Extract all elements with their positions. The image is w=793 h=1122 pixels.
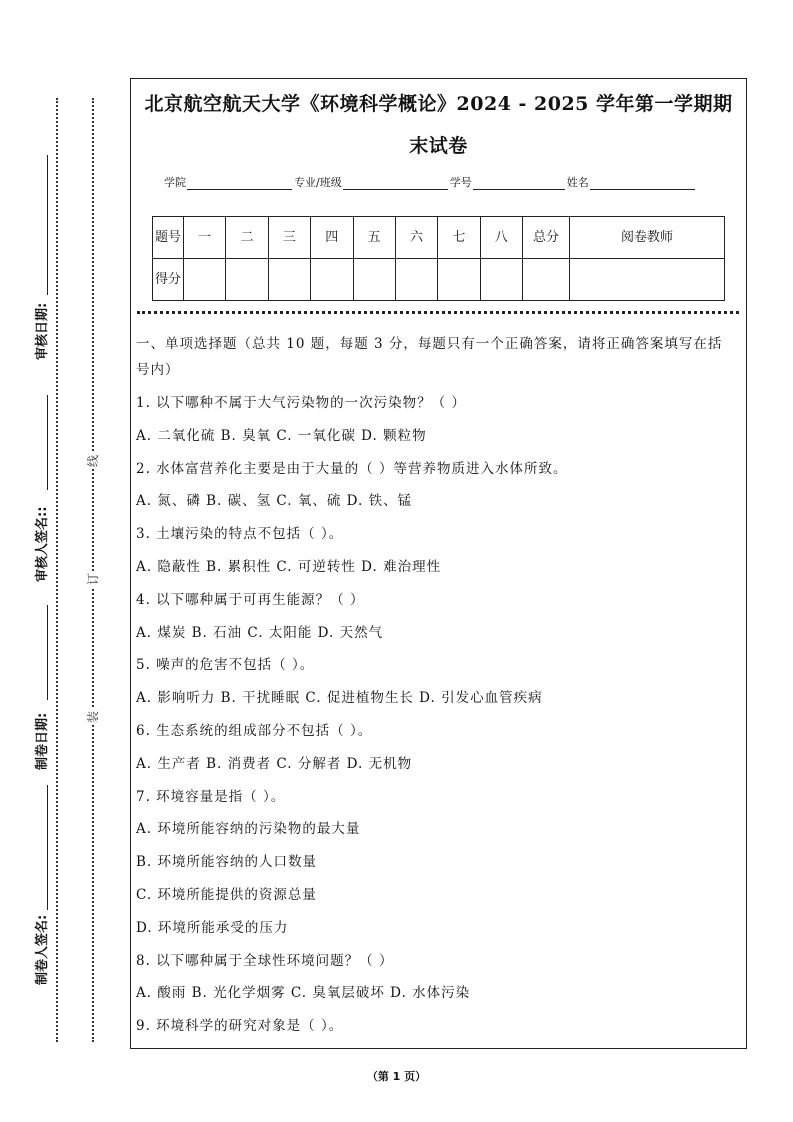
reviewer-signature-label: 审核人签名:: [35,506,50,582]
student-info [164,174,697,190]
question-stem: 6. 生态系统的组成部分不包括（ ）。 [136,722,373,739]
question-stem: 8. 以下哪种属于全球性环境问题？（ ） [136,952,394,969]
header-cell: 总分 [523,217,570,259]
score-row [153,259,725,301]
question-stem: 7. 环境容量是指（ ）。 [136,788,286,805]
header-cell: 阅卷教师 [570,217,725,259]
binding-margin [0,60,130,1060]
question-stem: 5. 噪声的危害不包括（ ）。 [136,657,315,674]
page-number: （第 1 页） [366,1070,427,1083]
question-stem: 1. 以下哪种不属于大气污染物的一次污染物？（ ） [136,395,466,411]
score-cell[interactable] [226,259,268,301]
major-class-label: 专业/班级 [294,176,342,189]
reviewer-signature-line [47,395,48,490]
question-options: A. 隐蔽性 B. 累积性 C. 可逆转性 D. 难治理性 [136,558,442,575]
score-row-label: 得分 [153,259,184,301]
student-id-field[interactable] [473,177,565,190]
question-options: A. 影响听力 B. 干扰睡眠 C. 促进植物生长 D. 引发心血管疾病 [136,690,543,707]
dotted-separator [137,311,739,314]
header-cell: 三 [268,217,310,259]
college-field[interactable] [187,177,292,190]
question-options: A. 酸雨 B. 光化学烟雾 C. 臭氧层破坏 D. 水体污染 [136,985,471,1002]
student-id-label: 学号 [449,176,472,189]
score-cell[interactable] [395,259,437,301]
question-options: A. 煤炭 B. 石油 C. 太阳能 D. 天然气 [136,624,384,641]
section-single-choice [136,331,736,1043]
question-options: D. 环境所能承受的压力 [136,919,289,936]
preparer-signature-label: 制卷人签名: [35,914,50,985]
header-cell: 七 [438,217,480,259]
score-cell[interactable] [311,259,353,301]
question-options: A. 二氧化硫 B. 臭氧 C. 一氧化碳 D. 颗粒物 [136,427,427,444]
question-stem: 2. 水体富营养化主要是由于大量的（ ）等营养物质进入水体所致。 [136,460,568,477]
score-cell[interactable] [184,259,226,301]
name-field[interactable] [590,177,695,190]
question-stem: 4. 以下哪种属于可再生能源？（ ） [136,591,365,608]
header-cell: 五 [353,217,395,259]
question-stem: 9. 环境科学的研究对象是（ ）。 [136,1018,344,1035]
major-class-field[interactable] [343,177,448,190]
exam-frame [130,78,747,1049]
review-date-line [47,155,48,295]
binding-mark-xian: 线 [86,454,100,467]
binding-mark-zhuang: 装 [86,710,100,723]
college-label: 学院 [164,176,186,189]
score-cell[interactable] [438,259,480,301]
header-cell: 二 [226,217,268,259]
score-table [152,216,725,301]
question-options: A. 氮、磷 B. 碳、氢 C. 氧、硫 D. 铁、锰 [136,493,413,510]
exam-title: 北京航空航天大学《环境科学概论》2024 - 2025 学年第一学期期 [144,93,733,115]
score-cell[interactable] [480,259,522,301]
header-cell: 六 [395,217,437,259]
question-list [136,387,736,1043]
preparation-date-label: 制卷日期: [35,712,50,770]
dotted-line-outer [56,98,58,1042]
question-options: B. 环境所能容纳的人口数量 [136,854,318,871]
question-options: A. 生产者 B. 消费者 C. 分解者 D. 无机物 [136,755,413,772]
score-table-header [153,217,725,259]
question-stem: 3. 土壤污染的特点不包括（ ）。 [136,526,344,543]
name-label: 姓名 [566,176,589,189]
header-cell: 四 [311,217,353,259]
score-cell[interactable] [570,259,725,301]
section-heading: 一、单项选择题（总共 10 题，每题 3 分，每题只有一个正确答案，请将正确答案填写在括号内） [136,336,723,378]
preparation-date-line [47,605,48,700]
score-cell[interactable] [268,259,310,301]
header-cell: 八 [480,217,522,259]
question-options: A. 环境所能容纳的污染物的最大量 [136,821,361,838]
review-date-label: 审核日期: [35,302,50,360]
score-cell[interactable] [353,259,395,301]
preparer-signature-line [47,785,48,910]
exam-title-continued: 末试卷 [409,135,468,157]
score-cell[interactable] [523,259,570,301]
binding-mark-ding: 订 [86,572,100,585]
header-cell: 题号 [153,217,184,259]
question-options: C. 环境所能提供的资源总量 [136,886,317,903]
header-cell: 一 [184,217,226,259]
